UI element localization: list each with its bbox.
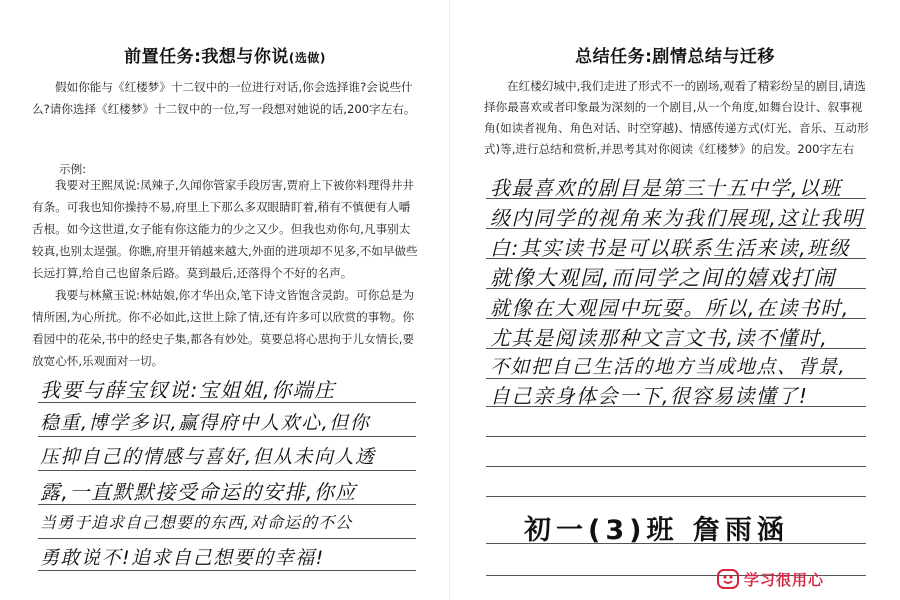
rule-line [486,436,866,437]
left-title-suffix: (选做) [288,51,326,65]
handwriting-line: 当勇于追求自己想要的东西,对命运的不公 [40,513,353,532]
rule-line [38,436,416,437]
watermark-text: 学习很用心 [744,570,825,589]
left-prompt: 假如你能与《红楼梦》十二钗中的一位进行对话,你会选择谁?会说些什么?请你选择《红楼梦》十二钗中的一位,写一段想对她说的话,200字左右。 [32,80,416,116]
handwriting-line: 尤其是阅读那种文言文书,读不懂时, [490,326,829,350]
handwriting-line: 勇敢说不!追求自己想要的幸福! [40,547,325,569]
rule-line [486,496,866,497]
rule-line [486,466,866,467]
handwriting-line: 压抑自己的情感与喜好,但从未向人透 [40,446,376,468]
handwriting-line: 就像大观园,而同学之间的嬉戏打闹 [490,266,836,290]
handwriting-line: 不如把自己生活的地方当成地点、背景, [490,356,847,378]
handwriting-line: 自己亲身体会一下,很容易读懂了! [490,384,809,408]
right-page [450,0,900,600]
example-label: 示例: [59,162,87,176]
left-title: 前置任务:我想与你说(选做) [124,47,326,67]
rule-line [38,470,416,471]
handwriting-line: 露,一直默默接受命运的安排,你应 [40,480,357,504]
watermark [716,568,824,590]
handwriting-line: 就像在大观园中玩耍。所以,在读书时, [490,296,850,320]
handwriting-line: 我要与薛宝钗说:宝姐姐,你端庄 [40,378,336,402]
handwriting-line: 级内同学的视角来为我们展现,这让我明 [490,206,864,230]
handwriting-line: 我最喜欢的剧目是第三十五中学,以班 [490,176,842,200]
right-title: 总结任务:剧情总结与迁移 [575,47,775,67]
student-signature: 初一(3)班 詹雨涵 [524,515,789,546]
rule-line [38,538,416,539]
example-wangxifeng: 我要对王熙凤说:凤辣子,久闻你管家手段厉害,贾府上下被你料理得井井有条。可我也知你操持不易,府里上下那么多双眼睛盯着,稍有不慎便有人嚼舌根。如今这世道,女子能有你这能力的少之又少。但我也劝你句,凡事别太较真,也别太逞强。你瞧,府里开销越来越大,外面的进项却不见多,不如早做些长远打算,给自己也留条后路。莫到最后,还落得个不好的名声。 [32,178,418,280]
rule-line [38,570,416,571]
right-prompt: 在红楼幻城中,我们走进了形式不一的剧场,观看了精彩纷呈的剧目,请选择你最喜欢或者印象最为深刻的一个剧目,从一个角度,如舞台设计、叙事视角(如读者视角、角色对话、时空穿越)、情感传递方式(灯光、音乐、互动形式)等,进行总结和赏析,并思考其对你阅读《红楼梦》的启发。200字左右 [484,79,869,156]
handwriting-line: 稳重,博学多识,赢得府中人欢心,但你 [40,412,371,434]
example-lindaiyu: 我要与林黛玉说:林姑娘,你才华出众,笔下诗文皆饱含灵韵。可你总是为情所困,为心所扰。你不必如此,这世上除了情,还有许多可以欣赏的事物。你看园中的花朵,书中的经史子集,都各有妙处。莫要总将心思拘于儿女情长,要放宽心怀,乐观面对一切。 [32,288,415,368]
handwriting-line: 白:其实读书是可以联系生活来读,班级 [490,236,851,260]
smiley-badge-icon [716,568,740,590]
